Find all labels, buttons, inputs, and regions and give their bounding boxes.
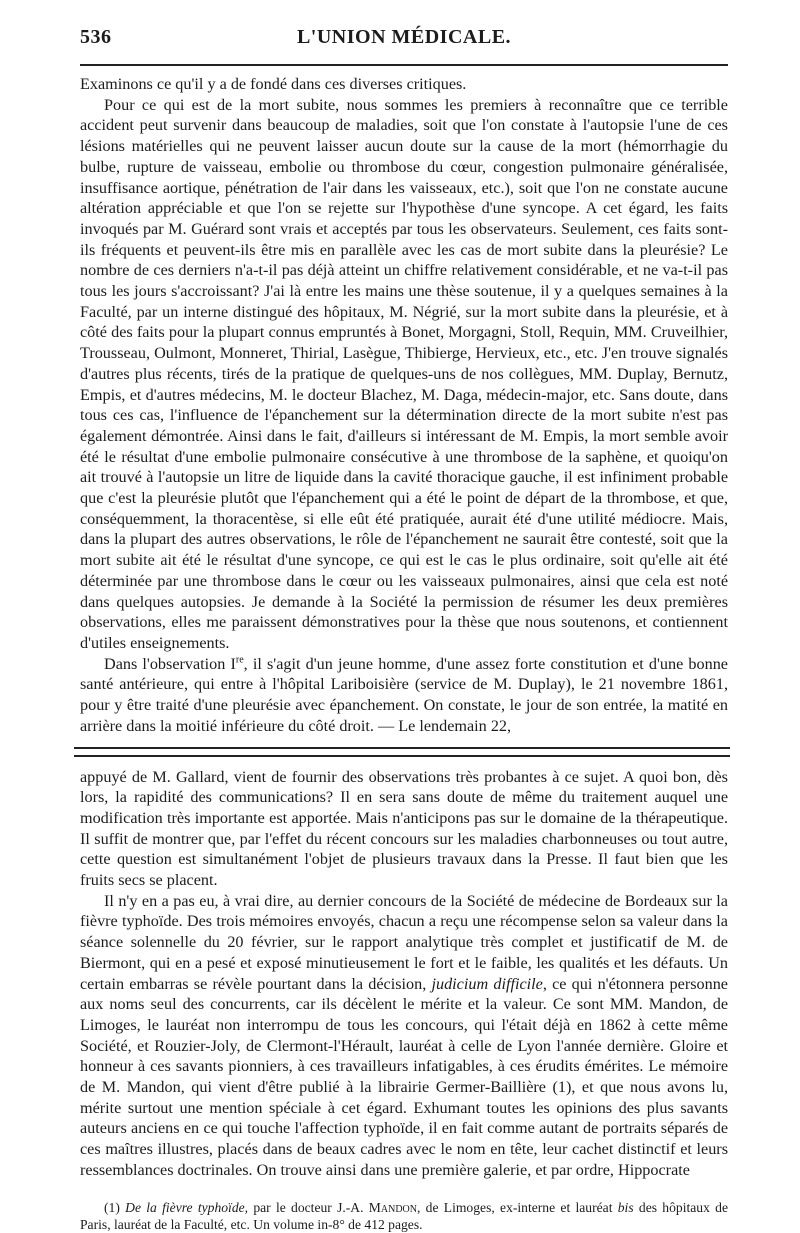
section-divider [74, 747, 730, 757]
footnote-text-2: , de Limoges, ex-interne et lauréat [417, 1199, 618, 1215]
footnote-text-3: des hôpitaux de Paris, lauréat de la Faculté, etc. Un volume in-8° de 412 pages. [80, 1199, 728, 1232]
upper-article [80, 74, 728, 737]
latin-phrase: judicium difficile [431, 974, 543, 993]
running-title: L'UNION MÉDICALE. [296, 26, 512, 48]
lower-text-start: Il n'y en a pas eu, à vrai dire, au dernier concours de la Société de médecine de Bordeaux sur la fièvre typhoïde. Des trois mémoires envoyés, chacun a reçu une récompense selon sa valeur dans la séance solennelle du 20 février, sur le rapport analytique très complet et justificatif de M. de Biermont, qui en a pesé et exposé minutieusement le fort et le faible, les qualités et les défauts. Un certain embarras se révèle pourtant dans la décision, [80, 891, 728, 993]
lower-text-end: , ce qui n'étonnera personne aux noms seul des concurrents, car ils décèlent le mérite et la valeur. Ce sont MM. Mandon, de Limoges, le lauréat non interrompu de tous les concours, qui l'était déjà en 1862 à cette même Société, et Rouzier-Joly, de Clermont-l'Hérault, lauréat à celle de Lyon l'année dernière. Gloire et honneur à ces savants pionniers, à ces travailleurs infatigables, à ces érudits émérites. Le mémoire de M. Mandon, qui vient d'être publié à la librairie Germer-Baillière (1), et que nous avons lu, mérite surtout une mention spéciale à cet égard. Exhumant toutes les opinions des plus savants auteurs anciens en ce qui touche l'affection typhoïde, il en fait comme autant de portraits séparés de ces maîtres illustres, placés dans de beaux cadres avec le nom en tête, leur cachet distinctif et leurs ressemblances doctrinales. On trouve ainsi dans une première galerie, et par ordre, Hippocrate [80, 974, 728, 1179]
page-number: 536 [80, 26, 112, 48]
lower-article [80, 767, 728, 1181]
page-header [80, 26, 728, 56]
upper-paragraph-3 [80, 654, 728, 737]
obs-text-start: Dans l'observation I [104, 654, 236, 673]
footnote-author: Mandon [368, 1199, 417, 1215]
obs-superscript: re [235, 654, 244, 666]
footnote [80, 1199, 728, 1233]
lower-paragraph-1: appuyé de M. Gallard, vient de fournir des observations très probantes à ce sujet. A quoi bon, dès lors, la rapidité des communications? Il en sera sans doute de même du traitement auquel une modification très importante est apportée. Mais n'anticipons pas sur le domaine de la thérapeutique. Il suffit de montrer que, par l'effet du récent concours sur les maladies charbonneuses ou tout autre, cette question est simultanément l'objet de plusieurs travaux dans la Presse. Il faut bien que les fruits secs se placent. [80, 767, 728, 890]
footnote-title: De la fièvre typhoïde, [125, 1199, 249, 1215]
footnote-marker: (1) [104, 1199, 120, 1215]
obs-text-end: , il s'agit d'un jeune homme, d'une assez forte constitution et d'une bonne santé antérieure, qui entre à l'hôpital Lariboisière (service de M. Duplay), le 21 novembre 1861, pour y être traité d'une pleurésie avec épanchement. On constate, le jour de son entrée, la matité en arrière dans la moitié inférieure du côté droit. — Le lendemain 22, [80, 654, 728, 735]
upper-paragraph-2: Pour ce qui est de la mort subite, nous sommes les premiers à reconnaître que ce terrible accident peut survenir dans beaucoup de maladies, soit que l'on constate à l'autopsie l'une de ces lésions matérielles qui ne peuvent laisser aucun doute sur la cause de la mort (hémorrhagie du bulbe, rupture de vaisseau, embolie ou thrombose du cœur, congestion pulmonaire généralisée, insuffisance aortique, pénétration de l'air dans les vaisseaux, etc.), soit que l'on ne constate aucune altération appréciable et que l'on se rejette sur l'hypothèse d'une syncope. A cet égard, les faits invoqués par M. Guérard sont vrais et acceptés par tous les observateurs. Seulement, ces faits sont-ils fréquents et peuvent-ils être mis en parallèle avec les cas de mort subite dans la pleurésie? Le nombre de ces derniers n'a-t-il pas déjà atteint un chiffre relativement considérable, et ne va-t-il pas tous les jours s'accroissant? J'ai là entre les mains une thèse soutenue, il y a quelques semaines à la Faculté, par un interne distingué des hôpitaux, M. Négrié, sur la mort subite dans la pleurésie, et à côté des faits pour la plupart connus empruntés à Bonet, Morgagni, Stoll, Requin, MM. Cruveilhier, Trousseau, Oulmont, Monneret, Thirial, Lasègue, Thibierge, Hervieux, etc., etc. J'en trouve signalés d'autres plus récents, tirés de la pratique de quelques-uns de nos collègues, MM. Duplay, Bernutz, Empis, et d'autres médecins, M. le docteur Blachez, M. Daga, médecin-major, etc. Sans doute, dans tous ces cas, l'influence de l'épanchement sur la détermination directe de la mort subite n'est pas également démontrée. Ainsi dans le fait, d'ailleurs si intéressant de M. Empis, la mort semble avoir été le résultat d'une embolie pulmonaire consécutive à une thrombose de la saphène, et quoiqu'on ait trouvé à l'autopsie un litre de liquide dans la cavité thoracique gauche, il est infiniment probable que c'est la pleurésie plutôt que l'épanchement qui a été le point de départ de la thrombose, et que, conséquemment, la thoracentèse, si elle eût été pratiquée, aurait été d'une utilité médiocre. Mais, dans la plupart des autres observations, le rôle de l'épanchement ne saurait être contesté, soit que la mort subite ait été le résultat d'une syncope, ce qui est le cas le plus ordinaire, soit qu'elle ait été déterminée par une thrombose dans le cœur ou les vaisseaux pulmonaires, ainsi que cela est noté dans quelques autopsies. Je demande à la Société la permission de résumer les deux premières observations, elles me paraissent démonstratives pour la thèse que nous soutenons, et contiennent d'utiles enseignements. [80, 95, 728, 652]
header-rule [80, 64, 728, 66]
footnote-bis: bis [617, 1199, 634, 1215]
footnote-text-1: par le docteur J.-A. [248, 1199, 369, 1215]
upper-paragraph-1: Examinons ce qu'il y a de fondé dans ces diverses critiques. [80, 75, 467, 93]
lower-paragraph-2 [80, 891, 728, 1181]
